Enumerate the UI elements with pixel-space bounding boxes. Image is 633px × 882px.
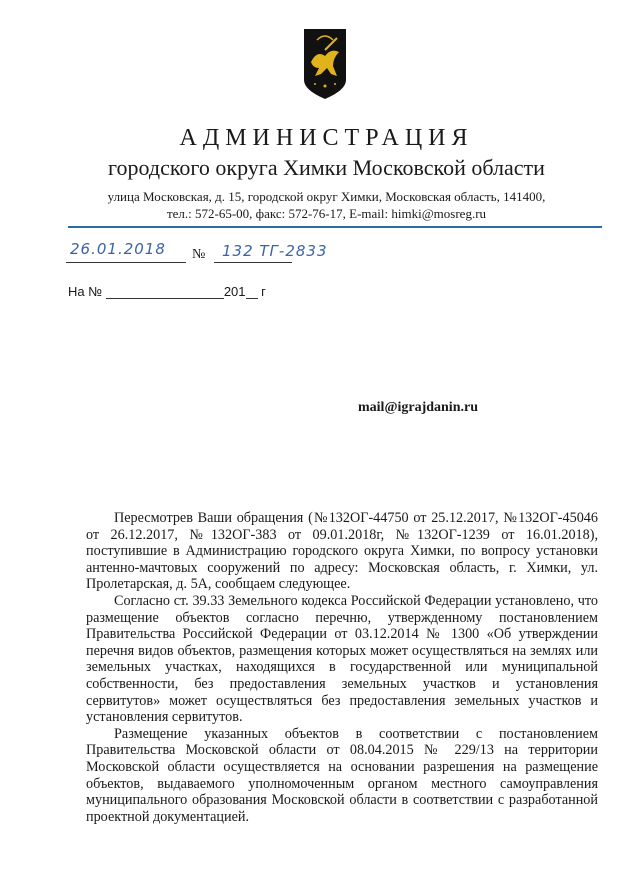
body-paragraph-1: Пересмотрев Ваши обращения (№132ОГ-44750 от 25.12.2017, №132ОГ-45046 от 26.12.2017, №132ОГ-383 от 09.01.2018г, №132ОГ-1239 от 16.01.2018), поступившие в Администрацию городского округа Химки, по вопросу установки антенно-мачтовых сооружений по адресу: Московская область, г. Химки, ул. Пролетарская, д. 5А, сообщаем следующее. [86,510,598,593]
reference-line [68,283,266,299]
org-address: улица Московская, д. 15, городской округ Химки, Московская область, 141400, [107,189,546,204]
body-paragraph-3: Размещение указанных объектов в соответствии с постановлением Правительства Московской области от 08.04.2015 № 229/13 на территории Московской области осуществляется на основании разрешения на размещение объектов, выдаваемого уполномоченным органом местного самоуправления муниципального образования Московской области в соответствии с разработанной проектной документацией. [86,725,598,825]
letter-body [86,510,598,825]
org-title: АДМИНИСТРАЦИЯ [179,125,474,151]
header-divider [68,226,602,228]
recipient-email: mail@igrajdanin.ru [358,400,478,415]
reference-label: На № [68,284,103,299]
registration-number: 132 ТГ-2833 [222,242,328,260]
registration-date: 26.01.2018 [70,240,166,258]
body-paragraph-2: Согласно ст. 39.33 Земельного кодекса Российской Федерации установлено, что размещение объектов согласно перечню, утвержденному постановлением Правительства Российской Федерации от 03.12.2014 № 1300 «Об утверждении перечня видов объектов, размещения которых может осуществляться на землях или земельных участках, находящихся в государственной или муниципальной собственности, без предоставления земельных участков и установления сервитутов» может осуществляться без предоставления земельных участков и установления сервитутов. [86,592,598,726]
org-subtitle: городского округа Химки Московской области [108,155,545,180]
khimki-coat-of-arms-icon [303,28,347,100]
reference-number-blank [106,283,224,299]
number-sign: № [192,247,206,262]
number-underline [214,262,292,263]
date-underline [66,262,186,263]
org-contacts: тел.: 572-65-00, факс: 572-76-17, E-mail: himki@mosreg.ru [166,206,487,221]
reference-year-suffix: г [261,284,266,299]
reference-year-blank [246,283,258,299]
reference-year-prefix: 201 [223,284,246,299]
